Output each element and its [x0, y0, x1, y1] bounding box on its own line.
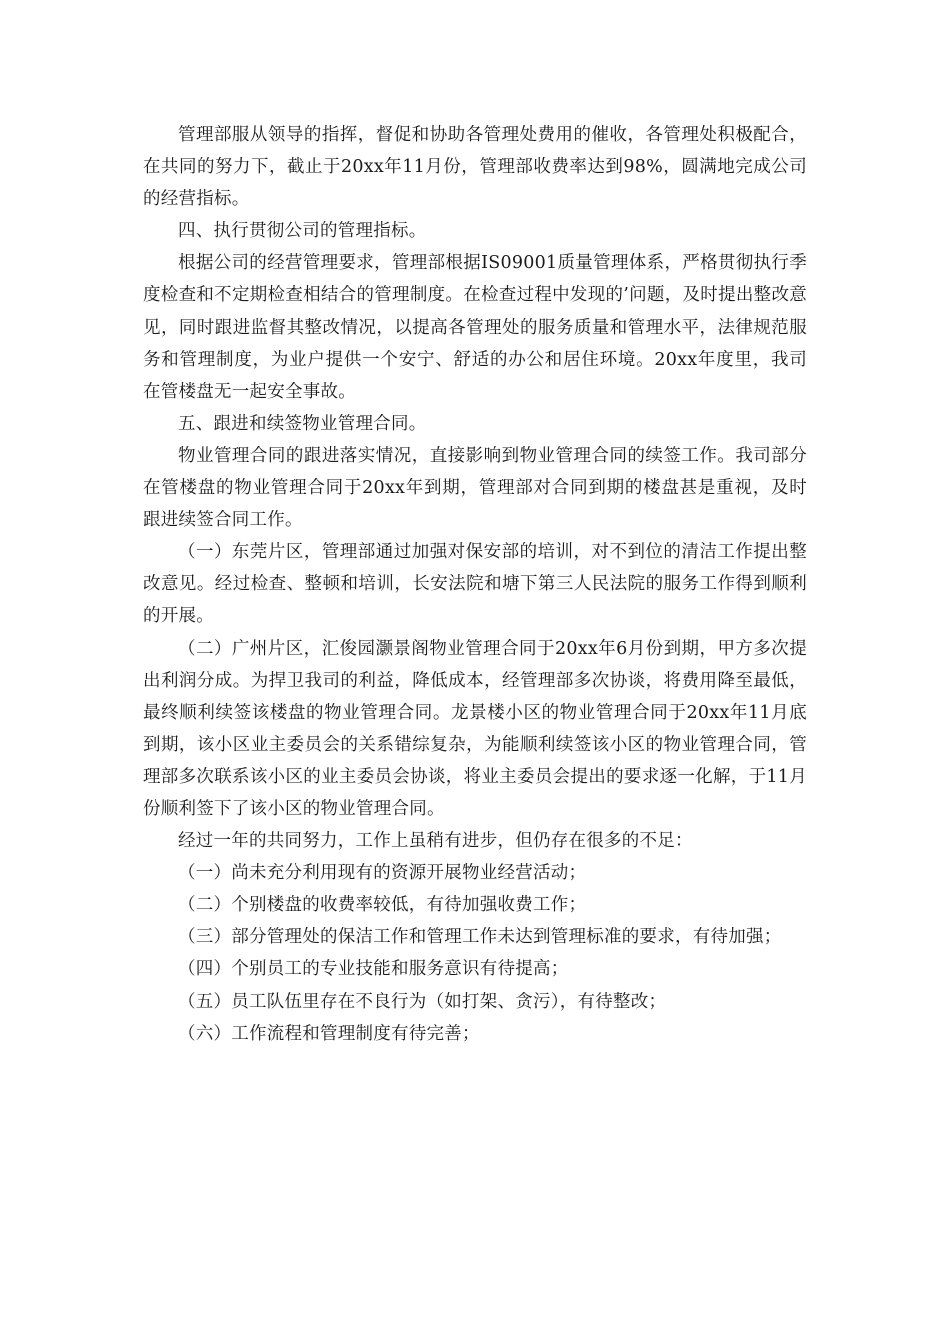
paragraph-fee-collection: 管理部服从领导的指挥，督促和协助各管理处费用的催收，各管理处积极配合，在共同的努力下，截止于20xx年11月份，管理部收费率达到98%，圆满地完成公司的经营指标。 [143, 125, 807, 210]
paragraph-dongguan-area: （一）东莞片区，管理部通过加强对保安部的培训，对不到位的清洁工作提出整改意见。经过检查、整顿和培训，长安法院和塘下第三人民法院的服务工作得到顺利的开展。 [143, 542, 807, 627]
list-item-shortcoming-5: （五）员工队伍里存在不良行为（如打架、贪污），有待整改； [178, 991, 667, 1012]
list-item-shortcoming-1: （一）尚未充分利用现有的资源开展物业经营活动； [178, 863, 587, 884]
paragraph-contract-follow-up: 物业管理合同的跟进落实情况，直接影响到物业管理合同的续签工作。我司部分在管楼盘的物业管理合同于20xx年到期，管理部对合同到期的楼盘甚是重视，及时跟进续签合同工作。 [143, 445, 807, 531]
document-body [143, 119, 807, 1050]
list-item-shortcoming-6: （六）工作流程和管理制度有待完善； [178, 1023, 480, 1044]
paragraph-management-indicators: 根据公司的经营管理要求，管理部根据IS09001质量管理体系，严格贯彻执行季度检查和不定期检查相结合的管理制度。在检查过程中发现的’问题，及时提出整改意见，同时跟进监督其整改情况，以提高各管理处的服务质量和管理水平，法律规范服务和管理制度，为业户提供一个安宁、舒适的办公和居住环境。20xx年度里，我司在管楼盘无一起安全事故。 [143, 253, 807, 402]
list-item-shortcoming-4: （四）个别员工的专业技能和服务意识有待提高； [178, 959, 569, 980]
section-heading-4: 四、执行贯彻公司的管理指标。 [178, 221, 427, 242]
paragraph-shortcomings-intro: 经过一年的共同努力，工作上虽稍有进步，但仍存在很多的不足： [178, 831, 693, 852]
list-item-shortcoming-3: （三）部分管理处的保洁工作和管理工作未达到管理标准的要求，有待加强； [178, 927, 782, 948]
list-item-shortcoming-2: （二）个别楼盘的收费率较低，有待加强收费工作； [178, 895, 587, 916]
paragraph-guangzhou-area: （二）广州片区，汇俊园灏景阁物业管理合同于20xx年6月份到期，甲方多次提出利润分成。为捍卫我司的利益，降低成本，经管理部多次协谈，将费用降至最低，最终顺利续签该楼盘的物业管理合同。龙景楼小区的物业管理合同于20xx年11月底到期，该小区业主委员会的关系错综复杂，为能顺利续签该小区的物业管理合同，管理部多次联系该小区的业主委员会协谈，将业主委员会提出的要求逐一化解，于11月份顺利签下了该小区的物业管理合同。 [143, 638, 807, 819]
section-heading-5: 五、跟进和续签物业管理合同。 [178, 413, 427, 434]
